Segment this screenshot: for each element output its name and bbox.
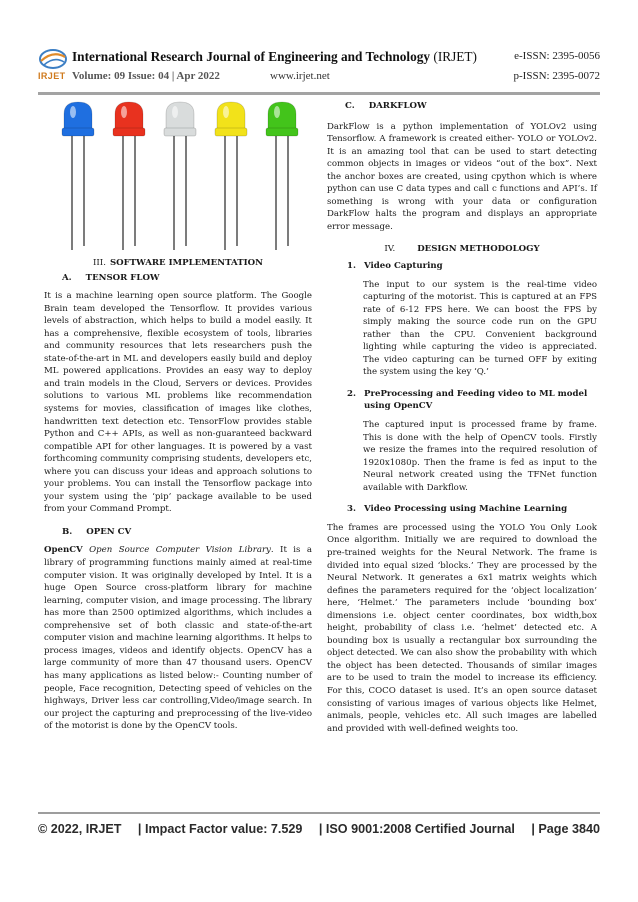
e-issn: e-ISSN: 2395-0056 <box>514 50 600 62</box>
subsection-letter: B. <box>62 526 73 537</box>
tensorflow-paragraph: It is a machine learning open source platform. The Google Brain team developed the Tensorflow. It provides various levels of abstraction, which helps to build a model easily. It has a comprehensive, flexible ecosystem of tools, libraries and community resources that lets researchers push the state-of-the-art in ML and developers easily build and deploy ML powered applications. Provides an easy way to deploy and train models in the Cloud, Servers or devices. Provides solutions to various ML problems like recommendation systems for movies, classification of images like clothes, handwritten text detection etc. TensorFlow provides stable Python and C++ APIs, as well as non-guaranteed backward compatible API for other languages. It is powered by a vast forthcoming community comprising students, developers etc, where you can discuss your ideas and approach solutions to your problems. You can install the Tensorflow package into your system using the ‘pip’ package available to be used from your Command Prompt. <box>44 291 312 515</box>
item-title: PreProcessing and Feeding video to ML model using OpenCV <box>363 388 588 412</box>
subsection-heading-darkflow <box>345 100 597 113</box>
list-item-video-processing <box>347 503 597 516</box>
header-divider <box>38 92 600 95</box>
journal-title <box>72 49 477 65</box>
item-number: 3. <box>347 504 356 515</box>
item-title: Video Processing using Machine Learning <box>363 504 568 515</box>
page-number: | Page 3840 <box>531 822 600 836</box>
led-figure <box>44 100 312 250</box>
section-heading-design <box>327 243 597 256</box>
subsection-heading-opencv <box>62 526 312 539</box>
opencv-fullname: Open Source Computer Vision Library <box>89 545 271 556</box>
video-capturing-paragraph: The input to our system is the real-time video capturing of the motorist. This is captured at an FPS rate of 6-12 FPS here. We can boost the FPS by simply making the source code run on the GPU rather than the CPU. Convenient background lighting while capturing the video is appreciated. The video capturing can be turned OFF by exiting the system using the key ‘Q.’ <box>363 279 597 378</box>
subsection-letter: A. <box>62 272 72 283</box>
opencv-lead: OpenCV <box>44 545 83 556</box>
darkflow-paragraph: DarkFlow is a python implementation of YOLOv2 using Tensorflow. A framework is created either- YOLO or YOLOv2. It is an amazing tool that can be used to start detecting common objects in images or videos “out of the box”. Next the anchor boxes are created, using cpython which is where python can use C data types and call c functions and API’s. If something is wrong with your data or configuration DarkFlow halts the program and displays an appropriate error message. <box>327 121 597 232</box>
item-title: Video Capturing <box>363 261 443 272</box>
subsection-title: TENSOR FLOW <box>85 272 160 283</box>
led-5 <box>266 102 298 250</box>
journal-logo <box>38 46 68 86</box>
led-1 <box>62 102 94 250</box>
section-number: IV. <box>384 244 396 255</box>
page-header <box>38 46 600 90</box>
journal-abbreviation: (IRJET) <box>433 49 477 64</box>
item-number: 2. <box>347 388 356 399</box>
logo-globe-icon <box>38 46 68 70</box>
section-title: DESIGN METHODOLOGY <box>417 244 540 255</box>
subsection-title: DARKFLOW <box>368 101 427 111</box>
iso-certification: | ISO 9001:2008 Certified Journal <box>318 822 515 836</box>
footer-divider <box>38 812 600 814</box>
subsection-letter: C. <box>345 101 355 111</box>
journal-name: International Research Journal of Engineering and Technology <box>72 49 431 64</box>
subsection-title: OPEN CV <box>86 526 132 537</box>
subsection-heading-tensorflow <box>62 272 312 285</box>
section-number: III. <box>93 258 106 268</box>
led-2 <box>113 102 145 250</box>
item-number: 1. <box>347 261 356 272</box>
journal-website: www.irjet.net <box>270 70 330 82</box>
opencv-paragraph <box>44 544 312 732</box>
copyright: © 2022, IRJET <box>38 822 122 836</box>
led-3 <box>164 102 196 250</box>
right-column <box>327 100 597 735</box>
list-item-preprocessing <box>347 388 597 413</box>
page-footer <box>38 822 600 836</box>
video-processing-paragraph: The frames are processed using the YOLO You Only Look Once algorithm. Initially we are required to download the pre-trained weights for the Neural Network. The frame is divided into equal sized ‘blocks.’ They are processed by the Neural Network. It generates a 6x1 matrix weights which defines the parameters required for the ‘object localization’ here, ‘Helmet.’ The parameters include ‘bounding box’ dimensions i.e. object center coordinates, box width,box height, probability of class i.e. ‘helmet’ detected etc. A bounding box is usually a rectangular box surrounding the object detected. We can also show the probability with which the object has been detected. Thousands of similar images are to be used to train the model to increase its efficiency. For this, COCO dataset is used. It’s an open source dataset consisting of various images of various objects like Helmet, animals, people, vehicles etc. All such images are labelled and provided with well-defined weights too. <box>327 522 597 734</box>
left-column <box>44 100 312 733</box>
led-4 <box>215 102 247 250</box>
logo-text: IRJET <box>38 71 66 81</box>
list-item-video-capturing <box>347 260 597 273</box>
section-title: SOFTWARE IMPLEMENTATION <box>109 258 263 268</box>
p-issn: p-ISSN: 2395-0072 <box>513 70 600 82</box>
volume-issue: Volume: 09 Issue: 04 | Apr 2022 <box>72 70 220 82</box>
led-image <box>44 100 312 250</box>
section-heading-software <box>44 257 312 270</box>
opencv-body: . It is a library of programming functions mainly aimed at real-time computer vision. It was originally developed by Intel. It is a huge Open Source cross-platform library for machine learning, computer vision, and image processing. The library has more than 2500 optimized algorithms, which includes a comprehensive set of both classic and state-of-the-art computer vision and machine learning algorithms. It helps to process images, videos and identify objects. OpenCV has a large community of more than 47 thousand users. OpenCV has many applications as listed below:- Counting number of people, Face recognition, Detecting speed of vehicles on the highways, Driver less car controlling,Video/image search. In our project the capturing and preprocessing of the live-video of the motorist is done by the OpenCV tools. <box>44 545 312 732</box>
preprocessing-paragraph: The captured input is processed frame by frame. This is done with the help of OpenCV tools. Firstly we resize the frames into the required resolution of 1920x1080p. Then the frame is fed as input to the Neural network created using the TFNet function available with Darkflow. <box>363 420 597 493</box>
impact-factor: | Impact Factor value: 7.529 <box>137 822 303 836</box>
